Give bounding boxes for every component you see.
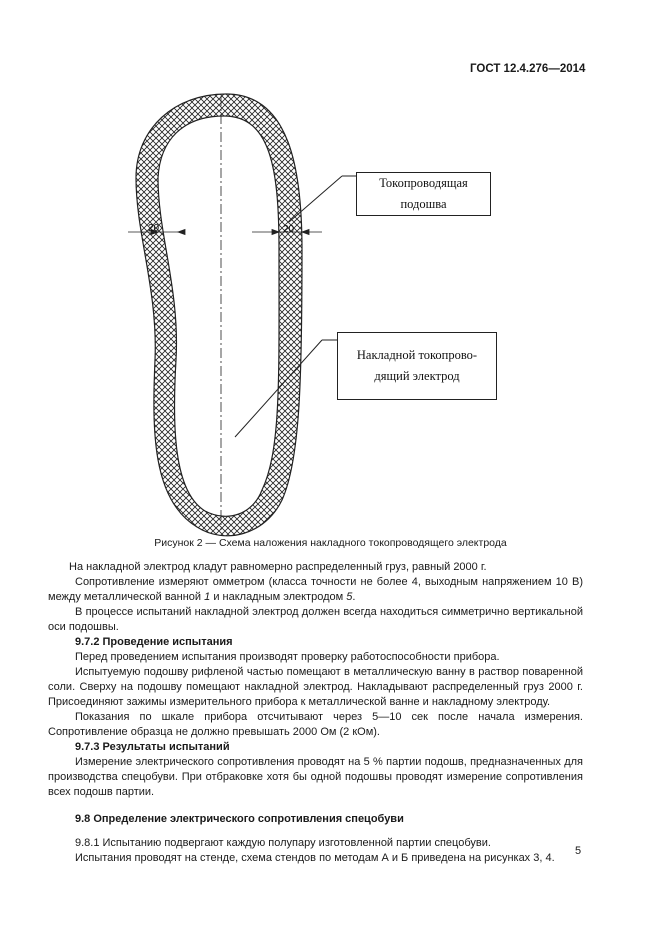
paragraph: В процессе испытаний накладной электрод должен всегда находиться симметрично вертикальной оси подошвы. — [48, 606, 583, 633]
paragraph: Испытуемую подошву рифленой частью помещают в металлическую ванну в раствор поваренной соли. Сверху на подошву помещают накладной электрод. Накладывают распределенный груз 2000 г. Присоединяют зажимы измерительного прибора к металлической ванне и накладному электроду. — [48, 666, 583, 708]
label-overlay-electrode — [337, 332, 497, 400]
standard-header: ГОСТ 12.4.276—2014 — [470, 63, 586, 75]
paragraph: Перед проведением испытания производят проверку работоспособности прибора. — [75, 651, 500, 663]
label-electrode-line2: дящий электрод — [374, 369, 460, 383]
label-electrode-line1: Накладной токопрово- — [356, 348, 478, 362]
label-sole-line2: подошва — [400, 197, 447, 211]
section-heading: 9.7.3 Результаты испытаний — [75, 741, 230, 753]
dimension-left-value: 20 — [148, 223, 160, 234]
body-text — [48, 560, 583, 866]
section-heading: 9.8 Определение электрического сопротивления спецобуви — [75, 813, 404, 825]
dimension-right-value: 20 — [283, 224, 295, 235]
label-conductive-sole — [356, 172, 491, 216]
paragraph: Измерение электрического сопротивления проводят на 5 % партии подошв, предназначенных для производства спецобуви. При отбраковке хотя бы одной подошвы проводят измерение сопротивления всех подошв партии. — [48, 756, 583, 798]
paragraph: 9.8.1 Испытанию подвергают каждую полупару изготовленной партии спецобуви. — [75, 837, 491, 849]
page-number: 5 — [575, 845, 582, 857]
label-sole-line1: Токопроводящая — [379, 176, 468, 190]
sole-outline — [136, 94, 302, 536]
section-heading: 9.7.2 Проведение испытания — [75, 636, 233, 648]
paragraph: Испытания проводят на стенде, схема стендов по методам А и Б приведена на рисунках 3, 4. — [75, 852, 555, 864]
paragraph: Показания по шкале прибора отсчитывают через 5—10 сек после начала измерения. Сопротивление образца не должно превышать 2000 Ом (2 кОм). — [48, 711, 583, 738]
figure-caption: Рисунок 2 — Схема наложения накладного токопроводящего электрода — [154, 537, 507, 549]
paragraph: Сопротивление измеряют омметром (класса точности не более 4, выходным напряжением 10 В) между металлической ванной 1 и накладным электродом 5. — [48, 576, 583, 603]
paragraph: На накладной электрод кладут равномерно распределенный груз, равный 2000 г. — [69, 561, 487, 573]
